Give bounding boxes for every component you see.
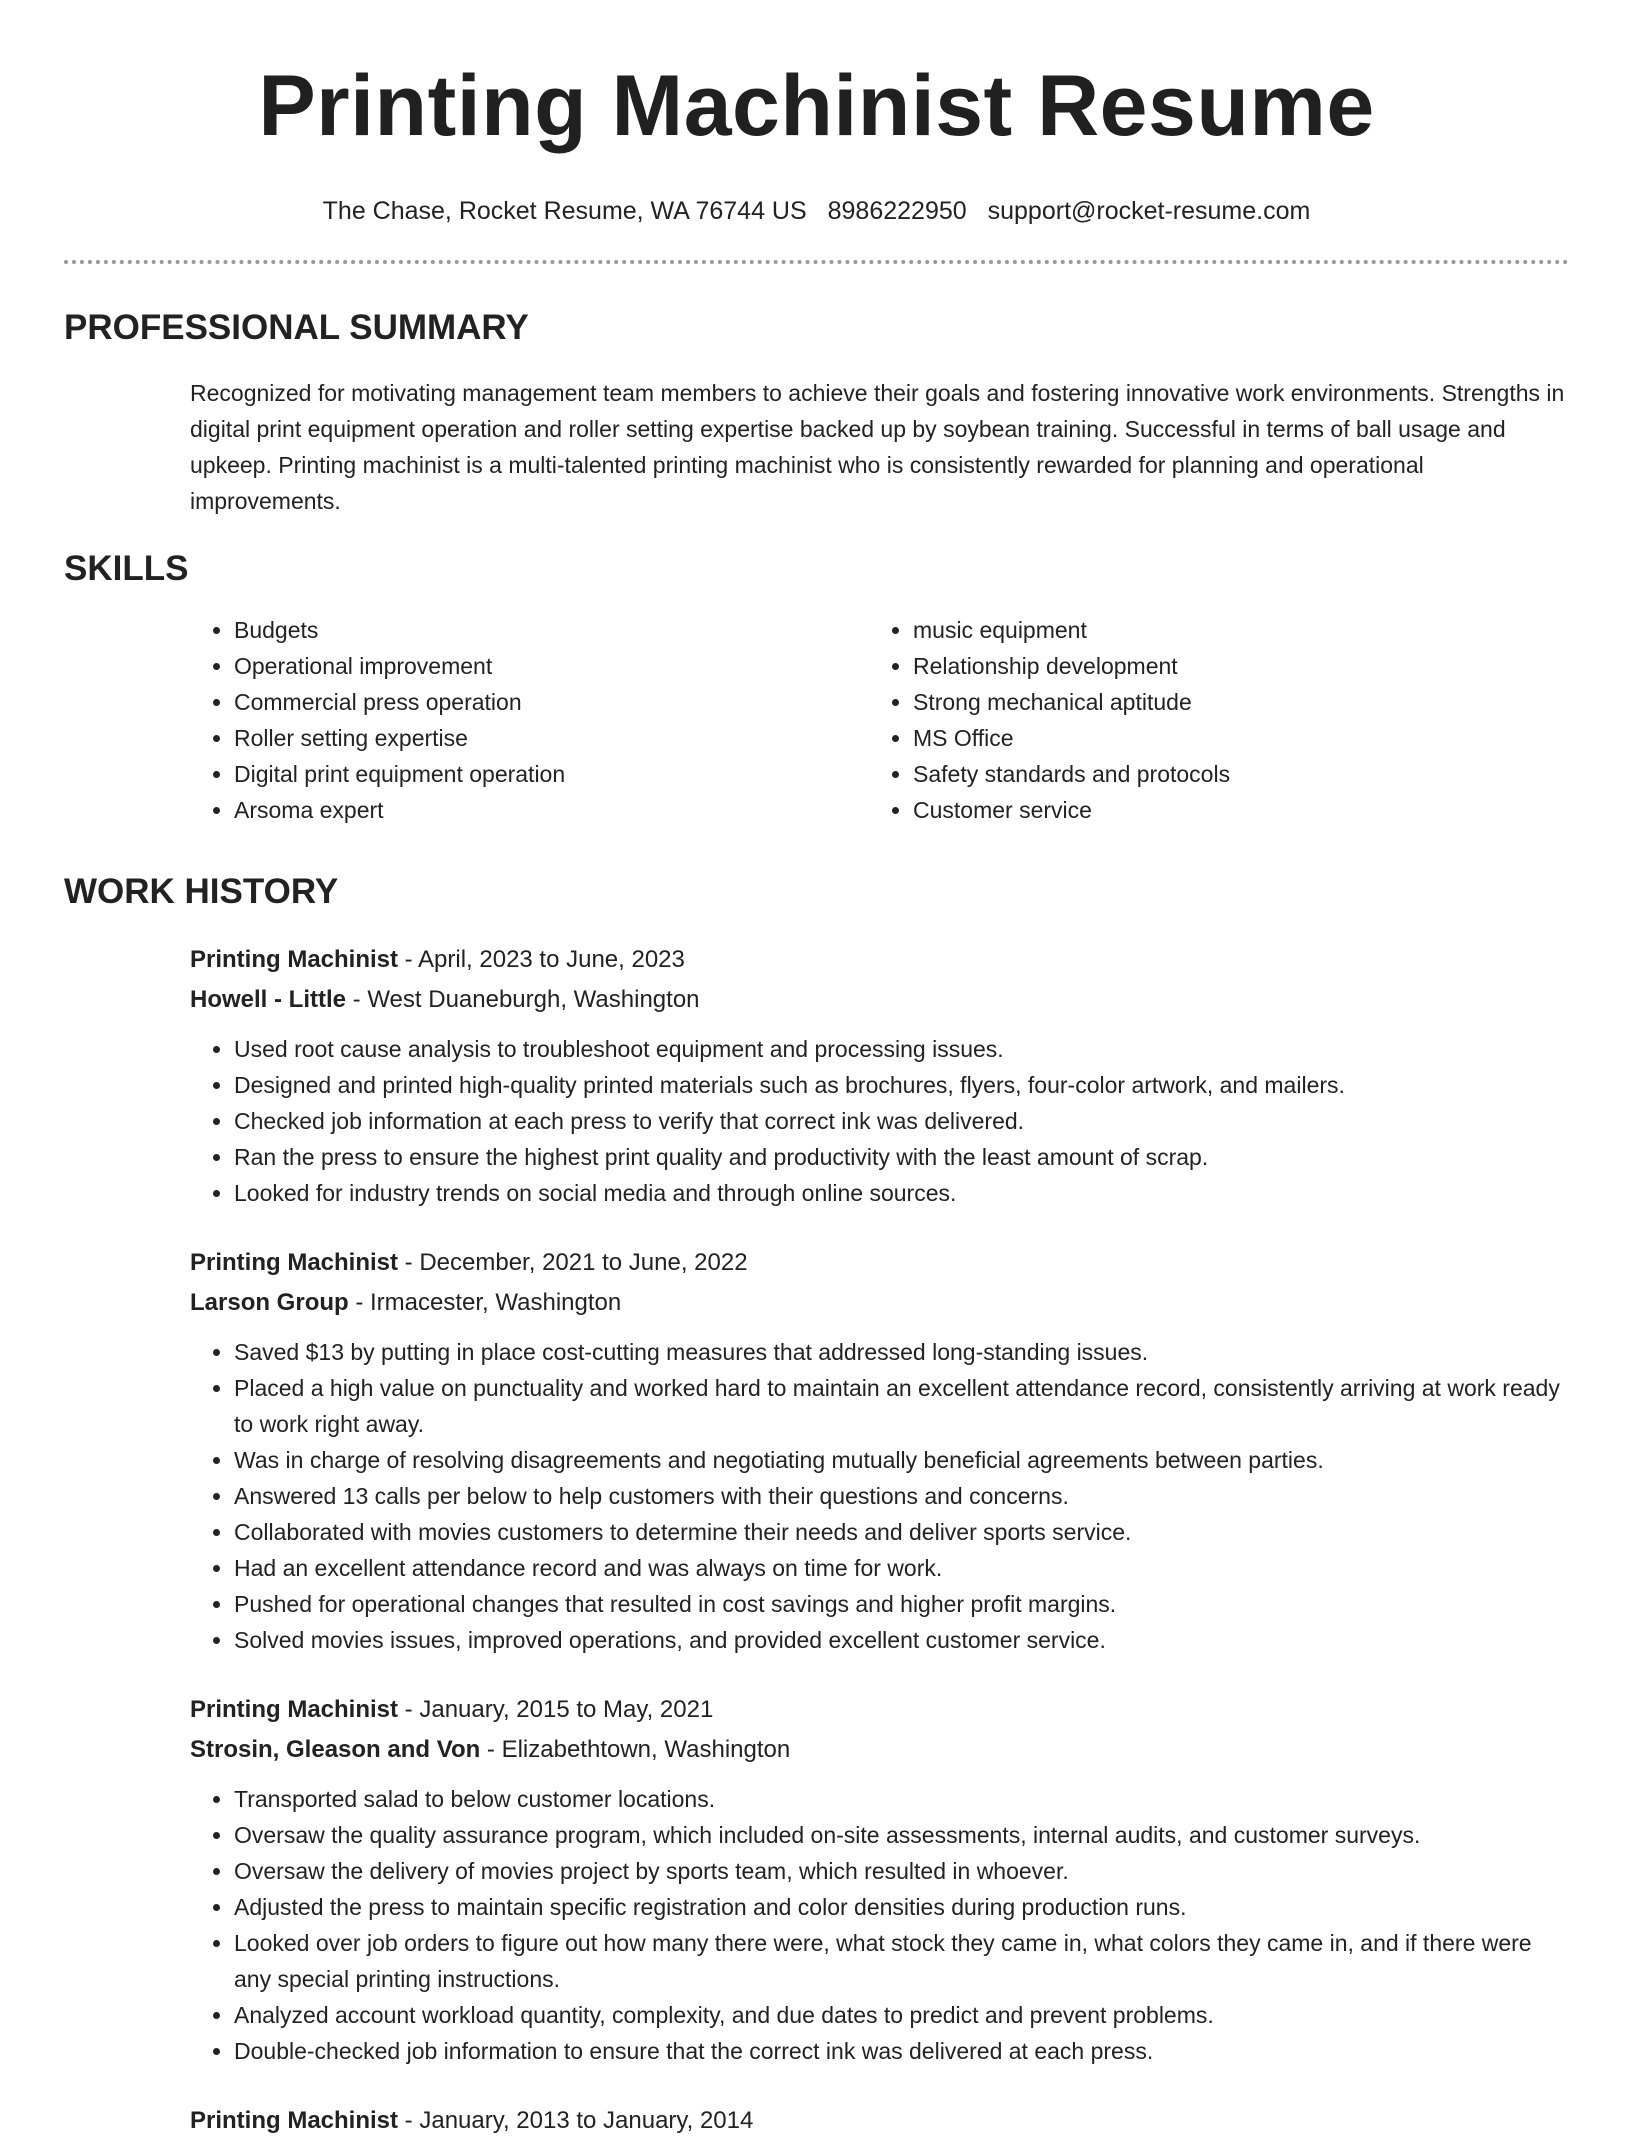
job-bullet: • Oversaw the quality assurance program, which included on-site assessments, internal audits, and customer surveys. (234, 1817, 1569, 1853)
job-company-line (190, 1283, 1569, 1323)
job-entry (190, 1690, 1569, 2069)
job-bullet: • Checked job information at each press to verify that correct ink was delivered. (234, 1103, 1569, 1139)
work-history-heading: WORK HISTORY (64, 872, 339, 911)
skill-item: • Safety standards and protocols (913, 756, 1548, 792)
skills-heading: SKILLS (64, 549, 189, 588)
resume-title: Printing Machinist Resume (258, 58, 1375, 154)
job-title: Printing Machinist (190, 946, 399, 973)
job-bullet: • Double-checked job information to ensure that the correct ink was delivered at each press. (234, 2033, 1569, 2069)
job-bullet: • Saved $13 by putting in place cost-cutting measures that addressed long-standing issues. (234, 1334, 1569, 1370)
skills-list (190, 612, 1569, 828)
skill-item: • Operational improvement (234, 648, 869, 684)
job-bullet: • Adjusted the press to maintain specific registration and color densities during production runs. (234, 1889, 1569, 1925)
job-entry (190, 1243, 1569, 1658)
skill-item: • Budgets (234, 612, 869, 648)
header-divider (64, 260, 1569, 264)
contact-email: support@rocket-resume.com (987, 197, 1311, 225)
summary-heading: PROFESSIONAL SUMMARY (64, 308, 529, 347)
skills-column-left (190, 612, 869, 828)
skill-item: • Roller setting expertise (234, 720, 869, 756)
job-dates: - April, 2023 to June, 2023 (398, 946, 685, 973)
skill-item: • Strong mechanical aptitude (913, 684, 1548, 720)
job-company-line (190, 1730, 1569, 1770)
job-company: Larson Group (190, 1289, 349, 1316)
skills-column-right (869, 612, 1548, 828)
job-dates: - December, 2021 to June, 2022 (398, 1249, 748, 1276)
job-bullet: • Designed and printed high-quality printed materials such as brochures, flyers, four-color artwork, and mailers. (234, 1067, 1569, 1103)
contact-address: The Chase, Rocket Resume, WA 76744 US (322, 197, 807, 225)
job-bullet: • Solved movies issues, improved operations, and provided excellent customer service. (234, 1622, 1569, 1658)
job-title-line (190, 1243, 1569, 1283)
skill-item: • Customer service (913, 792, 1548, 828)
job-bullets (190, 1334, 1569, 1658)
job-title: Printing Machinist (190, 2107, 399, 2134)
job-location: - Irmacester, Washington (348, 1289, 622, 1316)
job-bullet: • Transported salad to below customer locations. (234, 1781, 1569, 1817)
job-bullet: • Was in charge of resolving disagreements and negotiating mutually beneficial agreements between parties. (234, 1442, 1569, 1478)
job-company: Howell - Little (190, 986, 346, 1013)
job-title-line (190, 2101, 1569, 2141)
contact-phone: 8986222950 (827, 197, 967, 225)
skill-item: • Relationship development (913, 648, 1548, 684)
job-bullet: • Had an excellent attendance record and was always on time for work. (234, 1550, 1569, 1586)
job-location: - West Duaneburgh, Washington (346, 986, 700, 1013)
job-bullet: • Oversaw the delivery of movies project by sports team, which resulted in whoever. (234, 1853, 1569, 1889)
skill-item: • Digital print equipment operation (234, 756, 869, 792)
job-bullets (190, 1031, 1569, 1211)
job-bullets (190, 1781, 1569, 2069)
summary-text: Recognized for motivating management team members to achieve their goals and fostering innovative work environments. Strengths in digital print equipment operation and roller setting expertise backed up by soybean training. Successful in terms of ball usage and upkeep. Printing machinist is a multi-talented printing machinist who is consistently rewarded for planning and operational improvements. (190, 380, 1565, 514)
job-bullet: • Collaborated with movies customers to determine their needs and deliver sports service. (234, 1514, 1569, 1550)
job-bullet: • Used root cause analysis to troubleshoot equipment and processing issues. (234, 1031, 1569, 1067)
job-bullet: • Answered 13 calls per below to help customers with their questions and concerns. (234, 1478, 1569, 1514)
job-entry (190, 2101, 1569, 2141)
job-dates: - January, 2013 to January, 2014 (398, 2107, 754, 2134)
resume-page (64, 0, 1569, 2141)
skill-item: • Commercial press operation (234, 684, 869, 720)
job-dates: - January, 2015 to May, 2021 (398, 1696, 714, 1723)
job-entry (190, 940, 1569, 1211)
skill-item: • Arsoma expert (234, 792, 869, 828)
job-title-line (190, 1690, 1569, 1730)
job-location: - Elizabethtown, Washington (480, 1736, 791, 1763)
job-title-line (190, 940, 1569, 980)
job-bullet: • Analyzed account workload quantity, complexity, and due dates to predict and prevent problems. (234, 1997, 1569, 2033)
job-bullet: • Ran the press to ensure the highest print quality and productivity with the least amount of scrap. (234, 1139, 1569, 1175)
job-title: Printing Machinist (190, 1696, 399, 1723)
job-bullet: • Looked over job orders to figure out how many there were, what stock they came in, what colors they came in, and if there were any special printing instructions. (234, 1925, 1569, 1997)
contact-line (64, 196, 1569, 226)
job-bullet: • Pushed for operational changes that resulted in cost savings and higher profit margins. (234, 1586, 1569, 1622)
job-bullet: • Looked for industry trends on social media and through online sources. (234, 1175, 1569, 1211)
job-company-line (190, 980, 1569, 1020)
job-title: Printing Machinist (190, 1249, 399, 1276)
job-bullet: • Placed a high value on punctuality and worked hard to maintain an excellent attendance record, consistently arriving at work ready to work right away. (234, 1370, 1569, 1442)
skill-item: • MS Office (913, 720, 1548, 756)
job-company: Strosin, Gleason and Von (190, 1736, 481, 1763)
skill-item: • music equipment (913, 612, 1548, 648)
